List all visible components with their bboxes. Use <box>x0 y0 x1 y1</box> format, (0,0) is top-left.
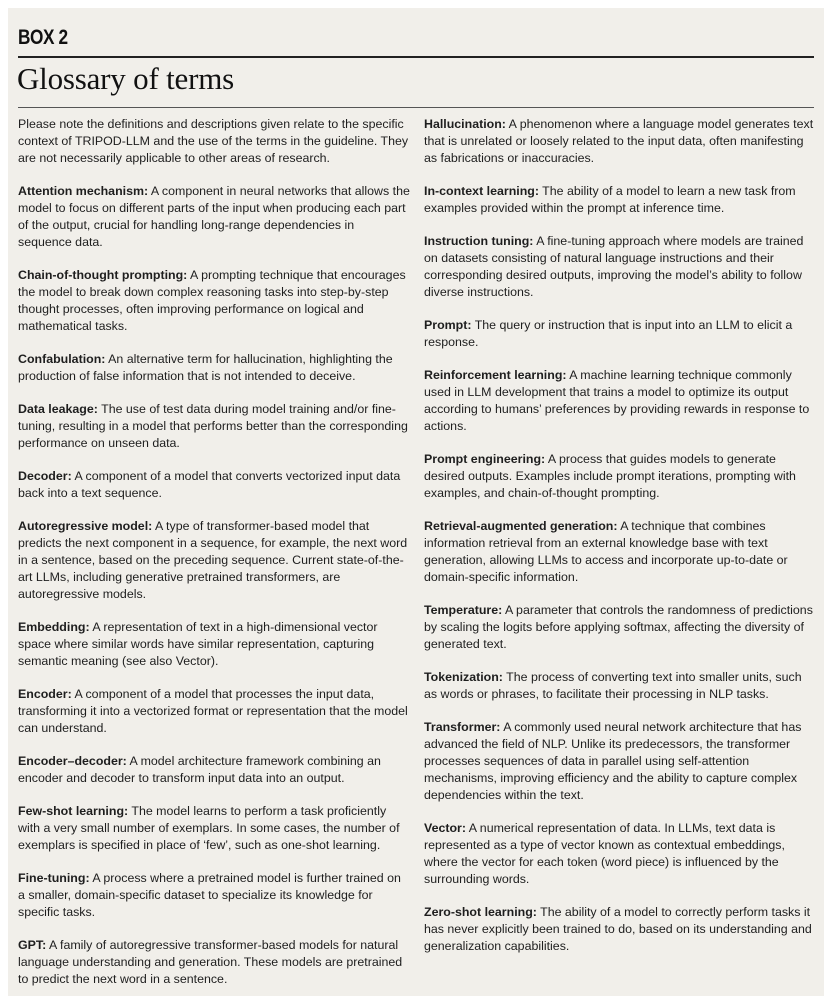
term: Data leakage: <box>18 402 98 416</box>
glossary-entry-decoder <box>18 468 410 502</box>
glossary-entry-data-leakage <box>18 401 410 452</box>
term: Few-shot learning: <box>18 804 129 818</box>
term: Chain-of-thought prompting: <box>18 268 188 282</box>
definition: The use of test data during model training and/or fine-tuning, resulting in a model that performs better than the corresponding performance on unseen data. <box>18 402 408 450</box>
term: Transformer: <box>424 720 501 734</box>
glossary-entry-encoder <box>18 686 410 737</box>
definition: A component of a model that processes the input data, transforming it into a vectorized format or representation that the model can understand. <box>18 687 408 735</box>
definition: A component in neural networks that allows the model to focus on different parts of the input when producing each part of the output, crucial for handling long-range dependencies in sequence data. <box>18 184 410 249</box>
glossary-entry-chain-of-thought-prompting <box>18 267 410 335</box>
definition: The ability of a model to correctly perform tasks it has never explicitly been trained to do, based on its understanding and generalization capabilities. <box>424 905 812 953</box>
glossary-entry-prompt-engineering <box>424 451 816 502</box>
term: In-context learning: <box>424 184 539 198</box>
term: Temperature: <box>424 603 503 617</box>
term: Encoder–decoder: <box>18 754 127 768</box>
intro-note: Please note the definitions and descriptions given relate to the specific context of TRIPOD-LLM and the use of the terms in the guideline. They are not necessarily applicable to other areas of research. <box>18 117 409 165</box>
term: Attention mechanism: <box>18 184 149 198</box>
glossary-entry-fine-tuning <box>18 870 410 921</box>
glossary-entry-encoder-decoder <box>18 753 410 787</box>
term: Embedding: <box>18 620 90 634</box>
glossary-entry-vector <box>424 820 816 888</box>
term: Confabulation: <box>18 352 106 366</box>
definition: A representation of text in a high-dimensional vector space where similar words have similar representation, capturing semantic meaning (see also Vector). <box>18 620 378 668</box>
glossary-entry-retrieval-augmented-generation <box>424 518 816 586</box>
left-column <box>18 116 410 1000</box>
definition: A phenomenon where a language model generates text that is unrelated or loosely related to the input data, often manifesting as fabrications or inaccuracies. <box>424 117 814 165</box>
term: Decoder: <box>18 469 72 483</box>
term: Tokenization: <box>424 670 503 684</box>
definition: The process of converting text into smaller units, such as words or phrases, to facilitate their processing in NLP tasks. <box>424 670 802 701</box>
definition: The query or instruction that is input into an LLM to elicit a response. <box>424 318 793 349</box>
definition: A type of transformer-based model that predicts the next component in a sequence, for example, the next word in a sentence, based on the preceding sequence. Current state-of-the-art LLMs, including generative pretrained transformers, are autoregressive models. <box>18 519 408 601</box>
definition: The model learns to perform a task proficiently with a very small number of exemplars. In some cases, the number of exemplars is specified in place of ‘few’, such as one-shot learning. <box>18 804 400 852</box>
glossary-entry-autoregressive-model <box>18 518 410 603</box>
term: Fine-tuning: <box>18 871 90 885</box>
glossary-entry-instruction-tuning <box>424 233 816 301</box>
definition: A technique that combines information retrieval from an external knowledge base with text generation, allowing LLMs to access and incorporate up-to-date or domain-specific information. <box>424 519 788 584</box>
term: Zero-shot learning: <box>424 905 537 919</box>
glossary-entry-zero-shot-learning <box>424 904 816 955</box>
glossary-entry-tokenization <box>424 669 816 703</box>
glossary-entry-hallucination <box>424 116 816 167</box>
term: Prompt engineering: <box>424 452 546 466</box>
glossary-entry-temperature <box>424 602 816 653</box>
box-label: BOX 2 <box>18 26 68 49</box>
glossary-box <box>8 8 824 996</box>
definition: A parameter that controls the randomness of predictions by scaling the logits before applying softmax, affecting the diversity of generated text. <box>424 603 813 651</box>
term: Retrieval-augmented generation: <box>424 519 618 533</box>
title-rule-divider <box>18 107 814 108</box>
definition: The ability of a model to learn a new task from examples provided within the prompt at inference time. <box>424 184 796 215</box>
glossary-entry-confabulation <box>18 351 410 385</box>
glossary-entry-attention-mechanism <box>18 183 410 251</box>
glossary-title: Glossary of terms <box>17 61 235 96</box>
definition: A prompting technique that encourages the model to break down complex reasoning tasks into step-by-step thought processes, often improving performance on logical and mathematical tasks. <box>18 268 406 333</box>
term: Reinforcement learning: <box>424 368 567 382</box>
definition: A machine learning technique commonly used in LLM development that trains a model to optimize its output according to humans’ preferences by providing rewards in response to actions. <box>424 368 810 433</box>
top-rule-divider <box>18 56 814 58</box>
definition: A family of autoregressive transformer-based models for natural language understanding and generation. These models are pretrained to predict the next word in a sentence. <box>18 938 403 986</box>
term: GPT: <box>18 938 47 952</box>
definition: A fine-tuning approach where models are trained on datasets consisting of natural language instructions and their corresponding desired outputs, improving the model’s ability to follow diverse instructions. <box>424 234 804 299</box>
glossary-entry-embedding <box>18 619 410 670</box>
term: Vector: <box>424 821 467 835</box>
definition: A model architecture framework combining an encoder and decoder to transform input data into an output. <box>18 754 381 785</box>
glossary-entry-transformer <box>424 719 816 804</box>
glossary-entry-reinforcement-learning <box>424 367 816 435</box>
definition: A process that guides models to generate desired outputs. Examples include prompt iterations, prompting with examples, and chain-of-thought prompting. <box>424 452 796 500</box>
term: Autoregressive model: <box>18 519 153 533</box>
definition: An alternative term for hallucination, highlighting the production of false information that is not intended to deceive. <box>18 352 393 383</box>
glossary-entry-in-context-learning <box>424 183 816 217</box>
term: Hallucination: <box>424 117 506 131</box>
glossary-entry-few-shot-learning <box>18 803 410 854</box>
definition: A numerical representation of data. In LLMs, text data is represented as a type of vector known as contextual embeddings, where the vector for each token (word piece) is influenced by the surrounding words. <box>424 821 785 886</box>
definition: A commonly used neural network architecture that has advanced the field of NLP. Unlike its predecessors, the transformer processes sequences of data in parallel using self-attention mechanisms, improving efficiency and the ability to capture complex dependencies within the text. <box>424 720 802 802</box>
term: Instruction tuning: <box>424 234 534 248</box>
glossary-entry-gpt <box>18 937 410 988</box>
definition: A process where a pretrained model is further trained on a smaller, domain-specific dataset to specialize its knowledge for specific tasks. <box>18 871 401 919</box>
glossary-entry-prompt <box>424 317 816 351</box>
term: Encoder: <box>18 687 72 701</box>
term: Prompt: <box>424 318 472 332</box>
right-column <box>424 116 816 971</box>
definition: A component of a model that converts vectorized input data back into a text sequence. <box>18 469 401 500</box>
